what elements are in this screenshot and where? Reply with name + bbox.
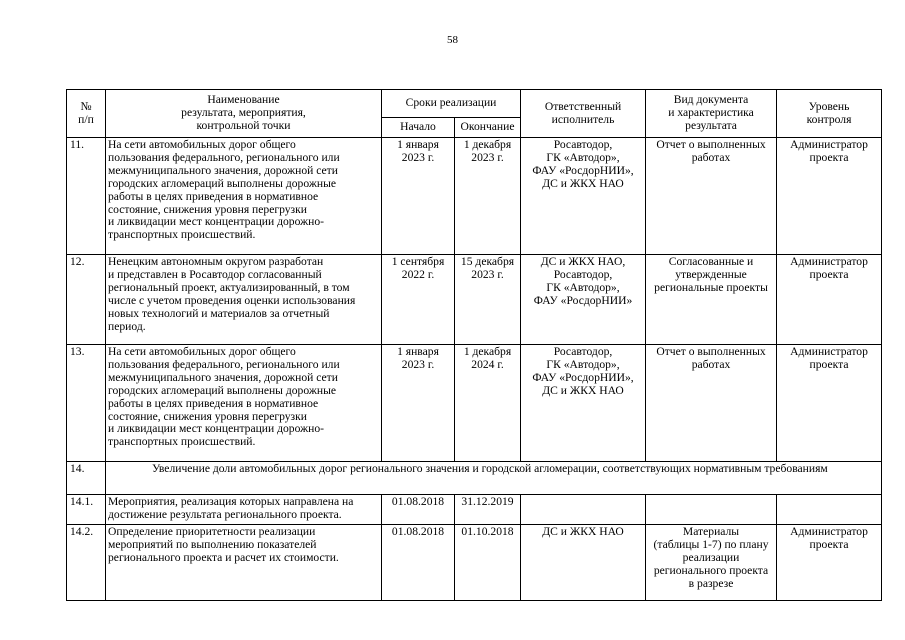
- row-end: 1 декабря 2023 г.: [455, 138, 521, 255]
- row-end: 01.10.2018: [455, 525, 521, 601]
- row-number: 11.: [67, 138, 106, 255]
- row-name: Ненецким автономным округом разработан и представлен в Росавтодор согласованный региональный проект, актуализированный, в том числе с учетом проведения оценки использования новых технологий и материалов за отчетный период.: [106, 255, 382, 345]
- header-start: Начало: [382, 118, 455, 138]
- row-number: 14.1.: [67, 495, 106, 525]
- header-end: Окончание: [455, 118, 521, 138]
- row-end: 15 декабря 2023 г.: [455, 255, 521, 345]
- row-level: Администратор проекта: [777, 525, 882, 601]
- table-row: [67, 138, 882, 255]
- header-name: Наименование результата, мероприятия, контрольной точки: [106, 90, 382, 138]
- row-start: 1 сентября 2022 г.: [382, 255, 455, 345]
- header-period: Сроки реализации: [382, 90, 521, 118]
- row-number: 12.: [67, 255, 106, 345]
- section-title: Увеличение доли автомобильных дорог регионального значения и городской агломерации, соответствующих нормативным требованиям: [106, 462, 882, 495]
- row-document: Материалы (таблицы 1-7) по плану реализации регионального проекта в разрезе: [646, 525, 777, 601]
- row-name: На сети автомобильных дорог общего пользования федерального, регионального или межмуниципального значения, дорожной сети городских агломераций выполнены дорожные работы в целях приведения в нормативное состояние, снижения уровня перегрузки и ликвидации мест концентрации дорожно- транспортных происшествий.: [106, 138, 382, 255]
- row-number: 13.: [67, 345, 106, 462]
- row-start: 1 января 2023 г.: [382, 138, 455, 255]
- row-level: Администратор проекта: [777, 255, 882, 345]
- table-row: [67, 255, 882, 345]
- row-document: Согласованные и утвержденные региональные проекты: [646, 255, 777, 345]
- row-executor: ДС и ЖКХ НАО: [521, 525, 646, 601]
- row-executor: Росавтодор, ГК «Автодор», ФАУ «РосдорНИИ», ДС и ЖКХ НАО: [521, 138, 646, 255]
- header-row-top: [67, 90, 882, 118]
- row-start: 1 января 2023 г.: [382, 345, 455, 462]
- row-name: На сети автомобильных дорог общего пользования федерального, регионального или межмуниципального значения, дорожной сети городских агломераций выполнены дорожные работы в целях приведения в нормативное состояние, снижения уровня перегрузки и ликвидации мест концентрации дорожно- транспортных происшествий.: [106, 345, 382, 462]
- row-start: 01.08.2018: [382, 495, 455, 525]
- row-level: Администратор проекта: [777, 345, 882, 462]
- row-document: Отчет о выполненных работах: [646, 138, 777, 255]
- table-row: [67, 495, 882, 525]
- table-row: [67, 525, 882, 601]
- table-row: [67, 345, 882, 462]
- row-name: Мероприятия, реализация которых направлена на достижение результата регионального проекта.: [106, 495, 382, 525]
- row-end: 1 декабря 2024 г.: [455, 345, 521, 462]
- row-executor: Росавтодор, ГК «Автодор», ФАУ «РосдорНИИ», ДС и ЖКХ НАО: [521, 345, 646, 462]
- row-level: Администратор проекта: [777, 138, 882, 255]
- row-document: [646, 495, 777, 525]
- row-executor: ДС и ЖКХ НАО, Росавтодор, ГК «Автодор», ФАУ «РосдорНИИ»: [521, 255, 646, 345]
- header-executor: Ответственный исполнитель: [521, 90, 646, 138]
- row-level: [777, 495, 882, 525]
- header-document: Вид документа и характеристика результата: [646, 90, 777, 138]
- row-name: Определение приоритетности реализации мероприятий по выполнению показателей регионального проекта и расчет их стоимости.: [106, 525, 382, 601]
- row-document: Отчет о выполненных работах: [646, 345, 777, 462]
- row-end: 31.12.2019: [455, 495, 521, 525]
- header-no: № п/п: [67, 90, 106, 138]
- page-number: 58: [447, 34, 458, 46]
- project-plan-table: [66, 89, 882, 601]
- row-executor: [521, 495, 646, 525]
- section-row: [67, 462, 882, 495]
- header-level: Уровень контроля: [777, 90, 882, 138]
- row-number: 14.: [67, 462, 106, 495]
- row-start: 01.08.2018: [382, 525, 455, 601]
- row-number: 14.2.: [67, 525, 106, 601]
